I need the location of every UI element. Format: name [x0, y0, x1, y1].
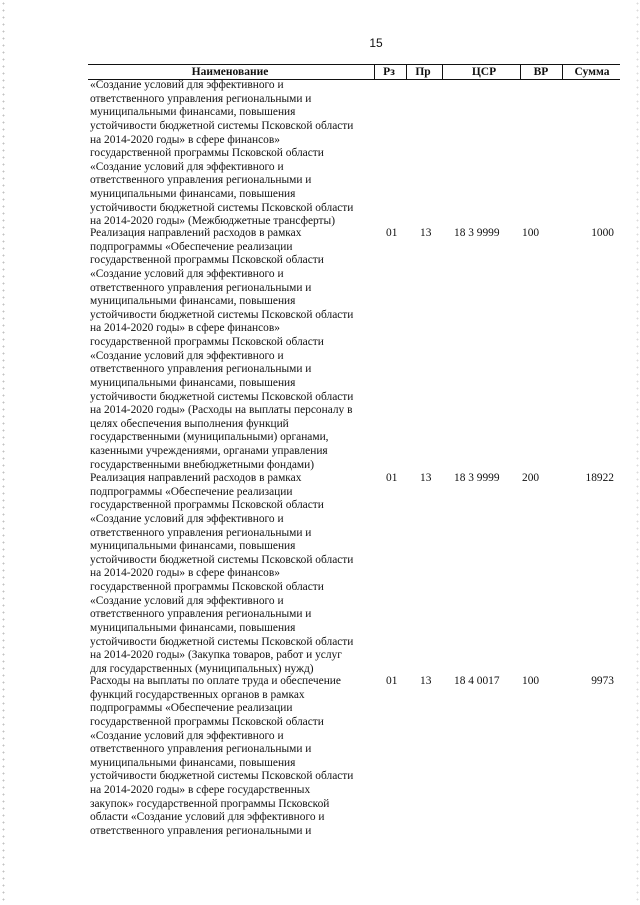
row-csr: 18 3 9999	[454, 227, 500, 239]
page-number: 15	[369, 36, 383, 50]
row-pr: 13	[420, 227, 432, 239]
row-vr: 100	[522, 227, 540, 239]
row-sum: 18922	[585, 472, 614, 484]
row-rz: 01	[386, 675, 398, 687]
header-pr: Пр	[415, 66, 431, 78]
row-csr: 18 4 0017	[454, 675, 500, 687]
header-divider	[442, 65, 443, 79]
row-name: Расходы на выплаты по оплате труда и обеспечение функций государственных органов в рамках подпрограммы «Обеспечение реализации государственной программы Псковской области «Создание условий для эффективного и ответственного управления региональными и муниципальными финансами, повышения устойчивости бюджетной системы Псковской области на 2014-2020 годы» в сфере государственных закупок» государственной программы Псковской области «Создание условий для эффективного и ответственного управления региональными и	[90, 675, 354, 837]
table-header	[88, 64, 620, 80]
header-sum: Сумма	[574, 66, 610, 78]
header-rz: Рз	[383, 66, 395, 78]
header-divider	[406, 65, 407, 79]
scan-edge-left	[2, 0, 5, 905]
header-name: Наименование	[191, 66, 269, 78]
row-pr: 13	[420, 675, 432, 687]
header-vr: ВР	[533, 66, 549, 78]
row-vr: 100	[522, 675, 540, 687]
scan-edge-right	[636, 0, 639, 905]
header-divider	[562, 65, 563, 79]
row-name: Реализация направлений расходов в рамках подпрограммы «Обеспечение реализации государственной программы Псковской области «Создание условий для эффективного и ответственного управления региональными и муниципальными финансами, повышения устойчивости бюджетной системы Псковской области на 2014-2020 годы» в сфере финансов» государственной программы Псковской области «Создание условий для эффективного и ответственного управления региональными и муниципальными финансами, повышения устойчивости бюджетной системы Псковской области на 2014-2020 годы» (Закупка товаров, работ и услуг для государственных (муниципальных) нужд)	[90, 472, 354, 675]
row-pr: 13	[420, 472, 432, 484]
row-csr: 18 3 9999	[454, 472, 500, 484]
row-rz: 01	[386, 227, 398, 239]
row-name: «Создание условий для эффективного и ответственного управления региональными и муниципальными финансами, повышения устойчивости бюджетной системы Псковской области на 2014-2020 годы» в сфере финансов» государственной программы Псковской области «Создание условий для эффективного и ответственного управления региональными и муниципальными финансами, повышения устойчивости бюджетной системы Псковской области на 2014-2020 годы» (Межбюджетные трансферты)	[90, 79, 354, 228]
row-sum: 9973	[591, 675, 614, 687]
row-rz: 01	[386, 472, 398, 484]
row-vr: 200	[522, 472, 540, 484]
row-name: Реализация направлений расходов в рамках подпрограммы «Обеспечение реализации государственной программы Псковской области «Создание условий для эффективного и ответственного управления региональными и муниципальными финансами, повышения устойчивости бюджетной системы Псковской области на 2014-2020 годы» в сфере финансов» государственной программы Псковской области «Создание условий для эффективного и ответственного управления региональными и муниципальными финансами, повышения устойчивости бюджетной системы Псковской области на 2014-2020 годы» (Расходы на выплаты персоналу в целях обеспечения выполнения функций государственными (муниципальными) органами, казенными учреждениями, органами управления государственными внебюджетными фондами)	[90, 227, 354, 471]
header-csr: ЦСР	[471, 66, 497, 78]
row-sum: 1000	[591, 227, 614, 239]
